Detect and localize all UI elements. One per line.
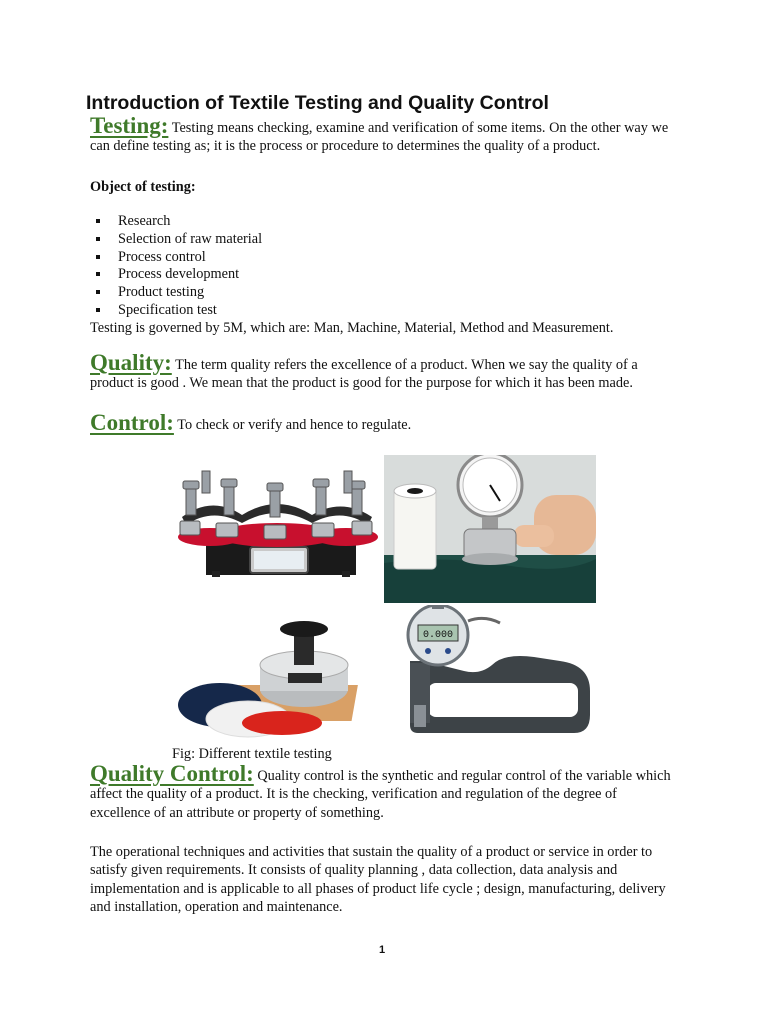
dial-gauge-image [384, 455, 596, 603]
bullet-icon [96, 219, 100, 223]
quality-paragraph [90, 350, 680, 393]
figure-caption: Fig: Different textile testing [172, 746, 332, 762]
page-number: 1 [379, 944, 386, 956]
page-title: Introduction of Textile Testing and Quality Control [86, 92, 549, 114]
bullet-icon [96, 308, 100, 312]
control-text: To check or verify and hence to regulate. [177, 417, 412, 433]
object-of-testing-list [90, 212, 262, 319]
list-item: Specification test [90, 301, 262, 319]
quality-control-paragraph [90, 761, 680, 822]
quality-text: The term quality refers the excellence of a product. When we say the quality of a product is good . We mean that the product is good for the purpose for which it has been made. [90, 357, 638, 392]
quality-heading: Quality: [90, 350, 172, 375]
gsm-cutter-image [172, 605, 382, 747]
list-item: Selection of raw material [90, 230, 262, 248]
quality-control-heading: Quality Control: [90, 761, 254, 786]
bullet-icon [96, 290, 100, 294]
control-paragraph [90, 410, 680, 435]
testing-paragraph [90, 113, 680, 156]
object-of-testing-heading: Object of testing: [90, 179, 196, 195]
list-item: Process development [90, 265, 262, 283]
bullet-icon [96, 272, 100, 276]
list-item: Product testing [90, 283, 262, 301]
gauge-display-readout: 0.000 [422, 630, 454, 641]
testing-heading: Testing: [90, 113, 169, 138]
bullet-icon [96, 255, 100, 259]
digital-thickness-gauge-image [384, 605, 596, 747]
abrasion-tester-image [172, 455, 382, 603]
bullet-icon [96, 237, 100, 241]
list-item: Process control [90, 248, 262, 266]
quality-control-text: Quality control is the synthetic and regular control of the variable which affect the quality of a product. It is the checking, verification and regulation of the degree of excellence of an attribute or property of something. [90, 768, 671, 821]
governed-paragraph: Testing is governed by 5M, which are: Man, Machine, Material, Method and Measurement. [90, 320, 614, 336]
operational-paragraph: The operational techniques and activities that sustain the quality of a product or service in order to satisfy given requirements. It consists of quality planning , data collection, data analysis and implementation and is applicable to all phases of product life cycle ; design, manufacturing, delivery and installation, operation and maintenance. [90, 844, 666, 915]
testing-text: Testing means checking, examine and verification of some items. On the other way we can define testing as; it is the process or procedure to determines the quality of a product. [90, 120, 669, 155]
list-item: Research [90, 212, 262, 230]
textile-testing-figure [172, 455, 596, 747]
control-heading: Control: [90, 410, 174, 435]
